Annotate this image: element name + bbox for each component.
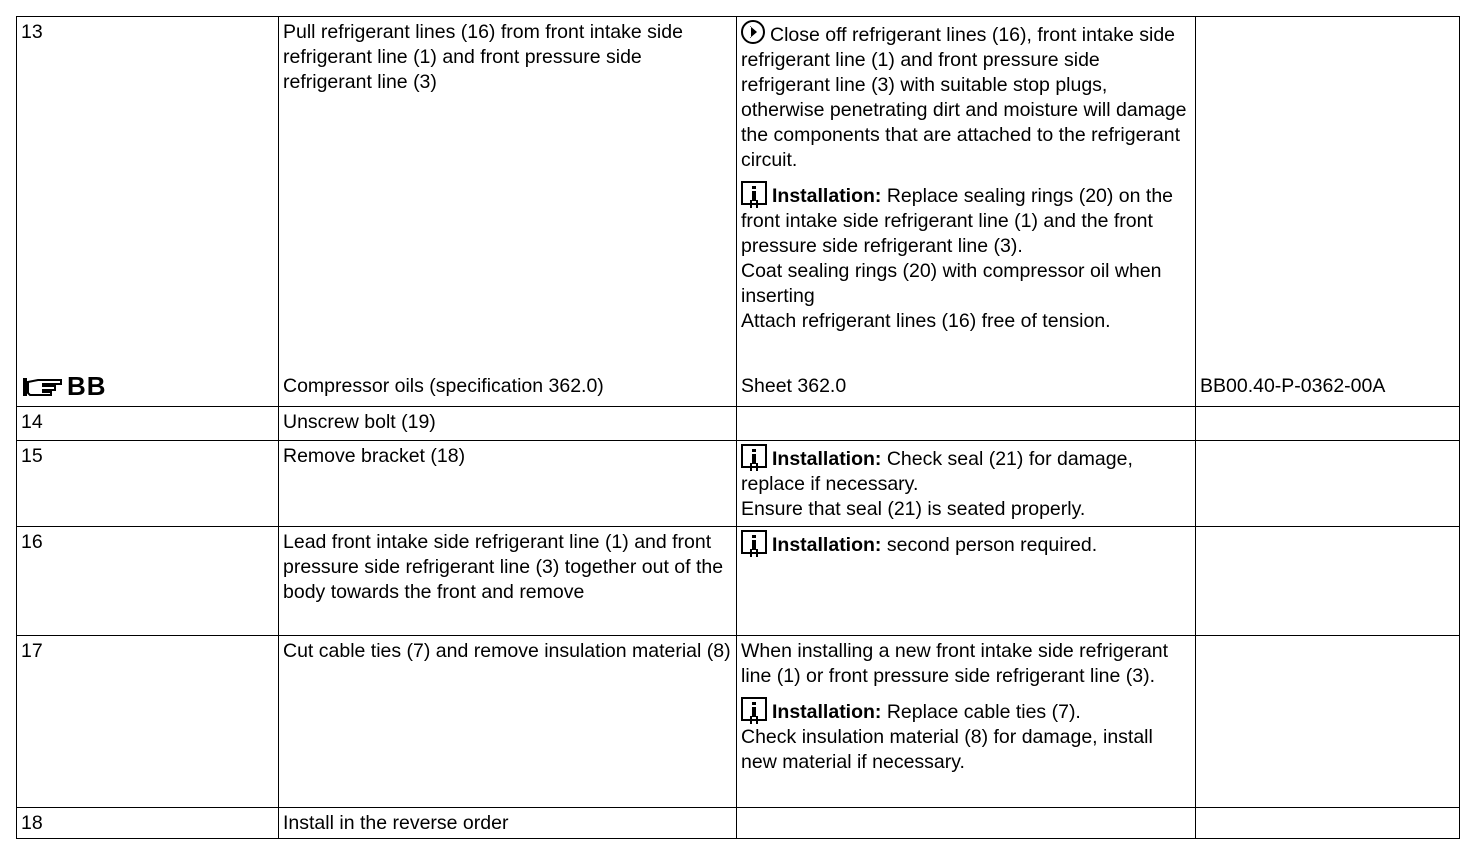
step-cell: [17, 808, 279, 839]
installation-text: second person required.: [886, 534, 1098, 556]
notes-cell: [737, 441, 1196, 527]
reference-cell: [1196, 808, 1460, 839]
step-cell: [17, 527, 279, 636]
reference-label: BB: [67, 371, 107, 401]
action-text: Remove bracket (18): [283, 445, 466, 467]
installation-text: Replace cable ties (7).: [886, 701, 1081, 723]
note-text: Coat sealing rings (20) with compressor oil when inserting: [741, 260, 1162, 307]
reference-cell: [1196, 636, 1460, 808]
step-number: 18: [21, 812, 43, 834]
reference-code[interactable]: BB00.40-P-0362-00A: [1200, 375, 1386, 397]
info-icon: [741, 697, 767, 721]
action-cell: [279, 407, 737, 441]
reference-cell: [1196, 17, 1460, 407]
procedure-table: [16, 16, 1460, 839]
step-number: 15: [21, 445, 43, 467]
table-row: [17, 527, 1460, 636]
info-icon: [741, 444, 767, 468]
note-text: Ensure that seal (21) is seated properly.: [741, 498, 1086, 520]
caution-icon: [741, 20, 765, 44]
installation-label: Installation:: [772, 701, 882, 723]
info-icon: [741, 181, 767, 205]
installation-text: Check seal (21) for damage, replace if necessary.: [741, 448, 1133, 495]
warning-note: [741, 20, 1191, 173]
warning-text: Close off refrigerant lines (16), front intake side refrigerant line (1) and front pressure side refrigerant line (3) with suitable stop plugs, otherwise penetrating dirt and moisture will damage the components that are attached to the refrigerant circuit.: [741, 24, 1187, 171]
table-row: [17, 808, 1460, 839]
step-number: 14: [21, 411, 43, 433]
action-cell: [279, 636, 737, 808]
action-text: Cut cable ties (7) and remove insulation material (8): [283, 640, 731, 662]
pointing-hand-icon: [21, 375, 65, 399]
notes-cell: [737, 527, 1196, 636]
action-text: Install in the reverse order: [283, 812, 509, 834]
installation-label: Installation:: [772, 534, 882, 556]
step-cell: [17, 17, 279, 407]
table-row: [17, 441, 1460, 527]
condition-text: When installing a new front intake side refrigerant line (1) or front pressure side refrigerant line (3).: [741, 640, 1169, 687]
reference-action: Compressor oils (specification 362.0): [283, 375, 604, 397]
installation-note: [741, 697, 1191, 725]
reference-link[interactable]: [21, 371, 274, 401]
step-number: 16: [21, 531, 43, 553]
installation-note: [741, 530, 1191, 558]
table-row: [17, 407, 1460, 441]
step-cell: [17, 407, 279, 441]
reference-cell: [1196, 441, 1460, 527]
action-cell: [279, 441, 737, 527]
installation-label: Installation:: [772, 448, 882, 470]
installation-note: [741, 444, 1191, 497]
step-number: 13: [21, 21, 43, 43]
step-cell: [17, 441, 279, 527]
notes-cell: [737, 636, 1196, 808]
action-cell: [279, 527, 737, 636]
table-row: [17, 17, 1460, 407]
notes-cell: [737, 17, 1196, 407]
reference-cell: [1196, 527, 1460, 636]
action-text: Pull refrigerant lines (16) from front intake side refrigerant line (1) and front pressure side refrigerant line (3): [283, 21, 683, 93]
note-text: Attach refrigerant lines (16) free of tension.: [741, 310, 1111, 332]
step-number: 17: [21, 640, 43, 662]
action-text: Lead front intake side refrigerant line (1) and front pressure side refrigerant line (3) together out of the body towards the front and remove: [283, 531, 724, 603]
table-row: [17, 636, 1460, 808]
installation-text: Replace sealing rings (20) on the front intake side refrigerant line (1) and the front pressure side refrigerant line (3).: [741, 185, 1174, 257]
reference-cell: [1196, 407, 1460, 441]
note-text: Check insulation material (8) for damage, install new material if necessary.: [741, 726, 1153, 773]
step-cell: [17, 636, 279, 808]
notes-cell: [737, 407, 1196, 441]
notes-cell: [737, 808, 1196, 839]
reference-sheet: Sheet 362.0: [741, 375, 847, 397]
action-cell: [279, 808, 737, 839]
installation-note: [741, 181, 1191, 259]
action-text: Unscrew bolt (19): [283, 411, 436, 433]
installation-label: Installation:: [772, 185, 882, 207]
action-cell: [279, 17, 737, 407]
info-icon: [741, 530, 767, 554]
